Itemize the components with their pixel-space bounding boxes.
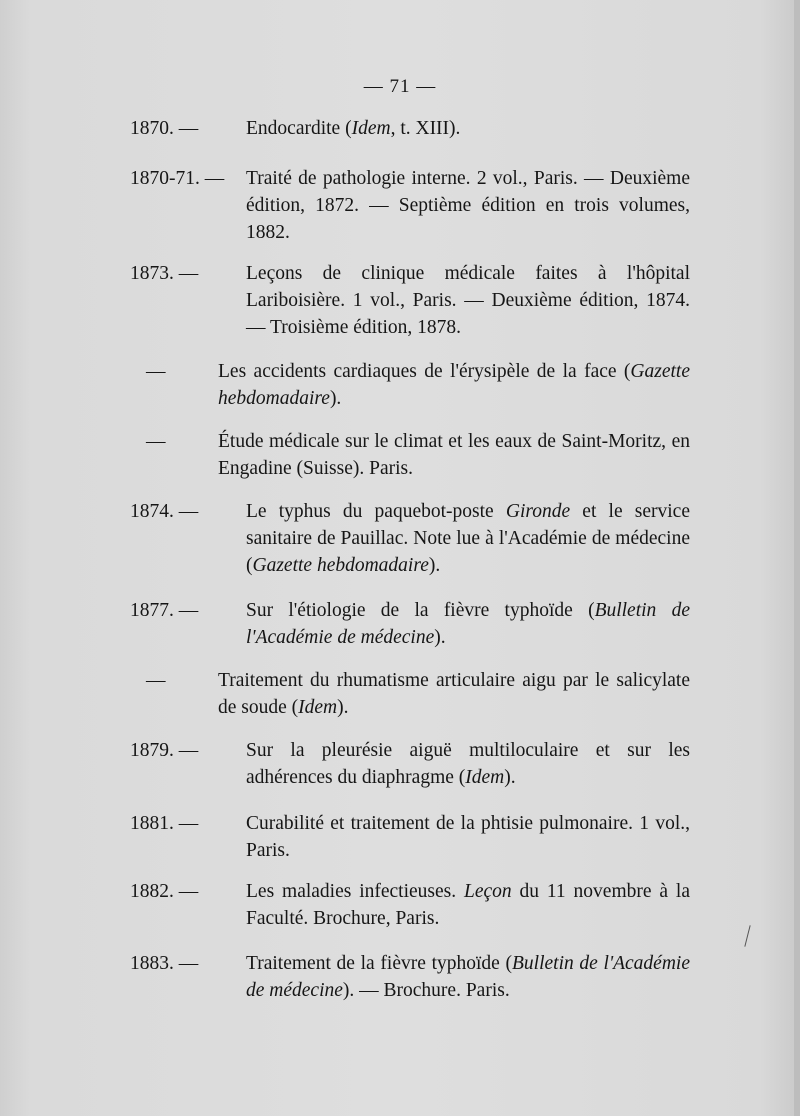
entry-text: Les accidents cardiaques de l'érysipèle de la face (Gazette hebdomadaire). (218, 361, 690, 409)
entry-year: 1873. — (130, 263, 199, 284)
page-number: — 71 — (363, 76, 437, 97)
bibliography-entry (130, 498, 690, 579)
entry-dash: — (146, 431, 166, 452)
entry-text: Leçons de clinique médicale faites à l'hôpital Lariboisière. 1 vol., Paris. — Deuxième édition, 1874. — Troisième édition, 1878. (246, 263, 690, 338)
entry-text: Étude médicale sur le climat et les eaux de Saint-Moritz, en Engadine (Suisse). Paris. (218, 431, 690, 479)
page-edge-shadow (794, 0, 800, 1116)
entry-year: 1874. — (130, 501, 199, 522)
bibliography-entry (130, 115, 690, 142)
entry-text: Le typhus du paquebot-poste Gironde et le service sanitaire de Pauillac. Note lue à l'Académie de médecine (Gazette hebdomadaire). (246, 501, 690, 576)
entry-year: 1883. — (130, 953, 199, 974)
entry-text: Curabilité et traitement de la phtisie pulmonaire. 1 vol., Paris. (246, 813, 690, 861)
entry-year: 1870-71. — (130, 168, 225, 189)
entry-text: Traitement de la fièvre typhoïde (Bulletin de l'Académie de médecine). — Brochure. Paris. (246, 953, 690, 1001)
bibliography-entry (130, 165, 690, 246)
pencil-mark (744, 925, 750, 947)
bibliography-entry (130, 878, 690, 932)
entry-year: 1881. — (130, 813, 199, 834)
entry-text: Sur l'étiologie de la fièvre typhoïde (Bulletin de l'Académie de médecine). (246, 600, 690, 648)
entry-year: 1882. — (130, 881, 199, 902)
bibliography-entry (130, 810, 690, 864)
entry-dash: — (146, 670, 166, 691)
entry-year: 1870. — (130, 118, 199, 139)
entry-text: Endocardite (Idem, t. XIII). (246, 118, 461, 139)
bibliography-entry (130, 358, 690, 412)
entry-text: Sur la pleurésie aiguë multiloculaire et sur les adhérences du diaphragme (Idem). (246, 740, 690, 788)
bibliography-entry (130, 950, 690, 1004)
bibliography-entry (130, 737, 690, 791)
entry-year: 1877. — (130, 600, 199, 621)
entry-text: Traitement du rhumatisme articulaire aigu par le salicylate de soude (Idem). (218, 670, 690, 718)
entry-dash: — (146, 361, 166, 382)
entry-year: 1879. — (130, 740, 199, 761)
bibliography-entry (130, 597, 690, 651)
bibliography-entry (130, 667, 690, 721)
bibliography-entry (130, 428, 690, 482)
entry-text: Les maladies infectieuses. Leçon du 11 novembre à la Faculté. Brochure, Paris. (246, 881, 690, 929)
bibliography-entry (130, 260, 690, 341)
entry-text: Traité de pathologie interne. 2 vol., Paris. — Deuxième édition, 1872. — Septième édition en trois volumes, 1882. (246, 168, 690, 243)
